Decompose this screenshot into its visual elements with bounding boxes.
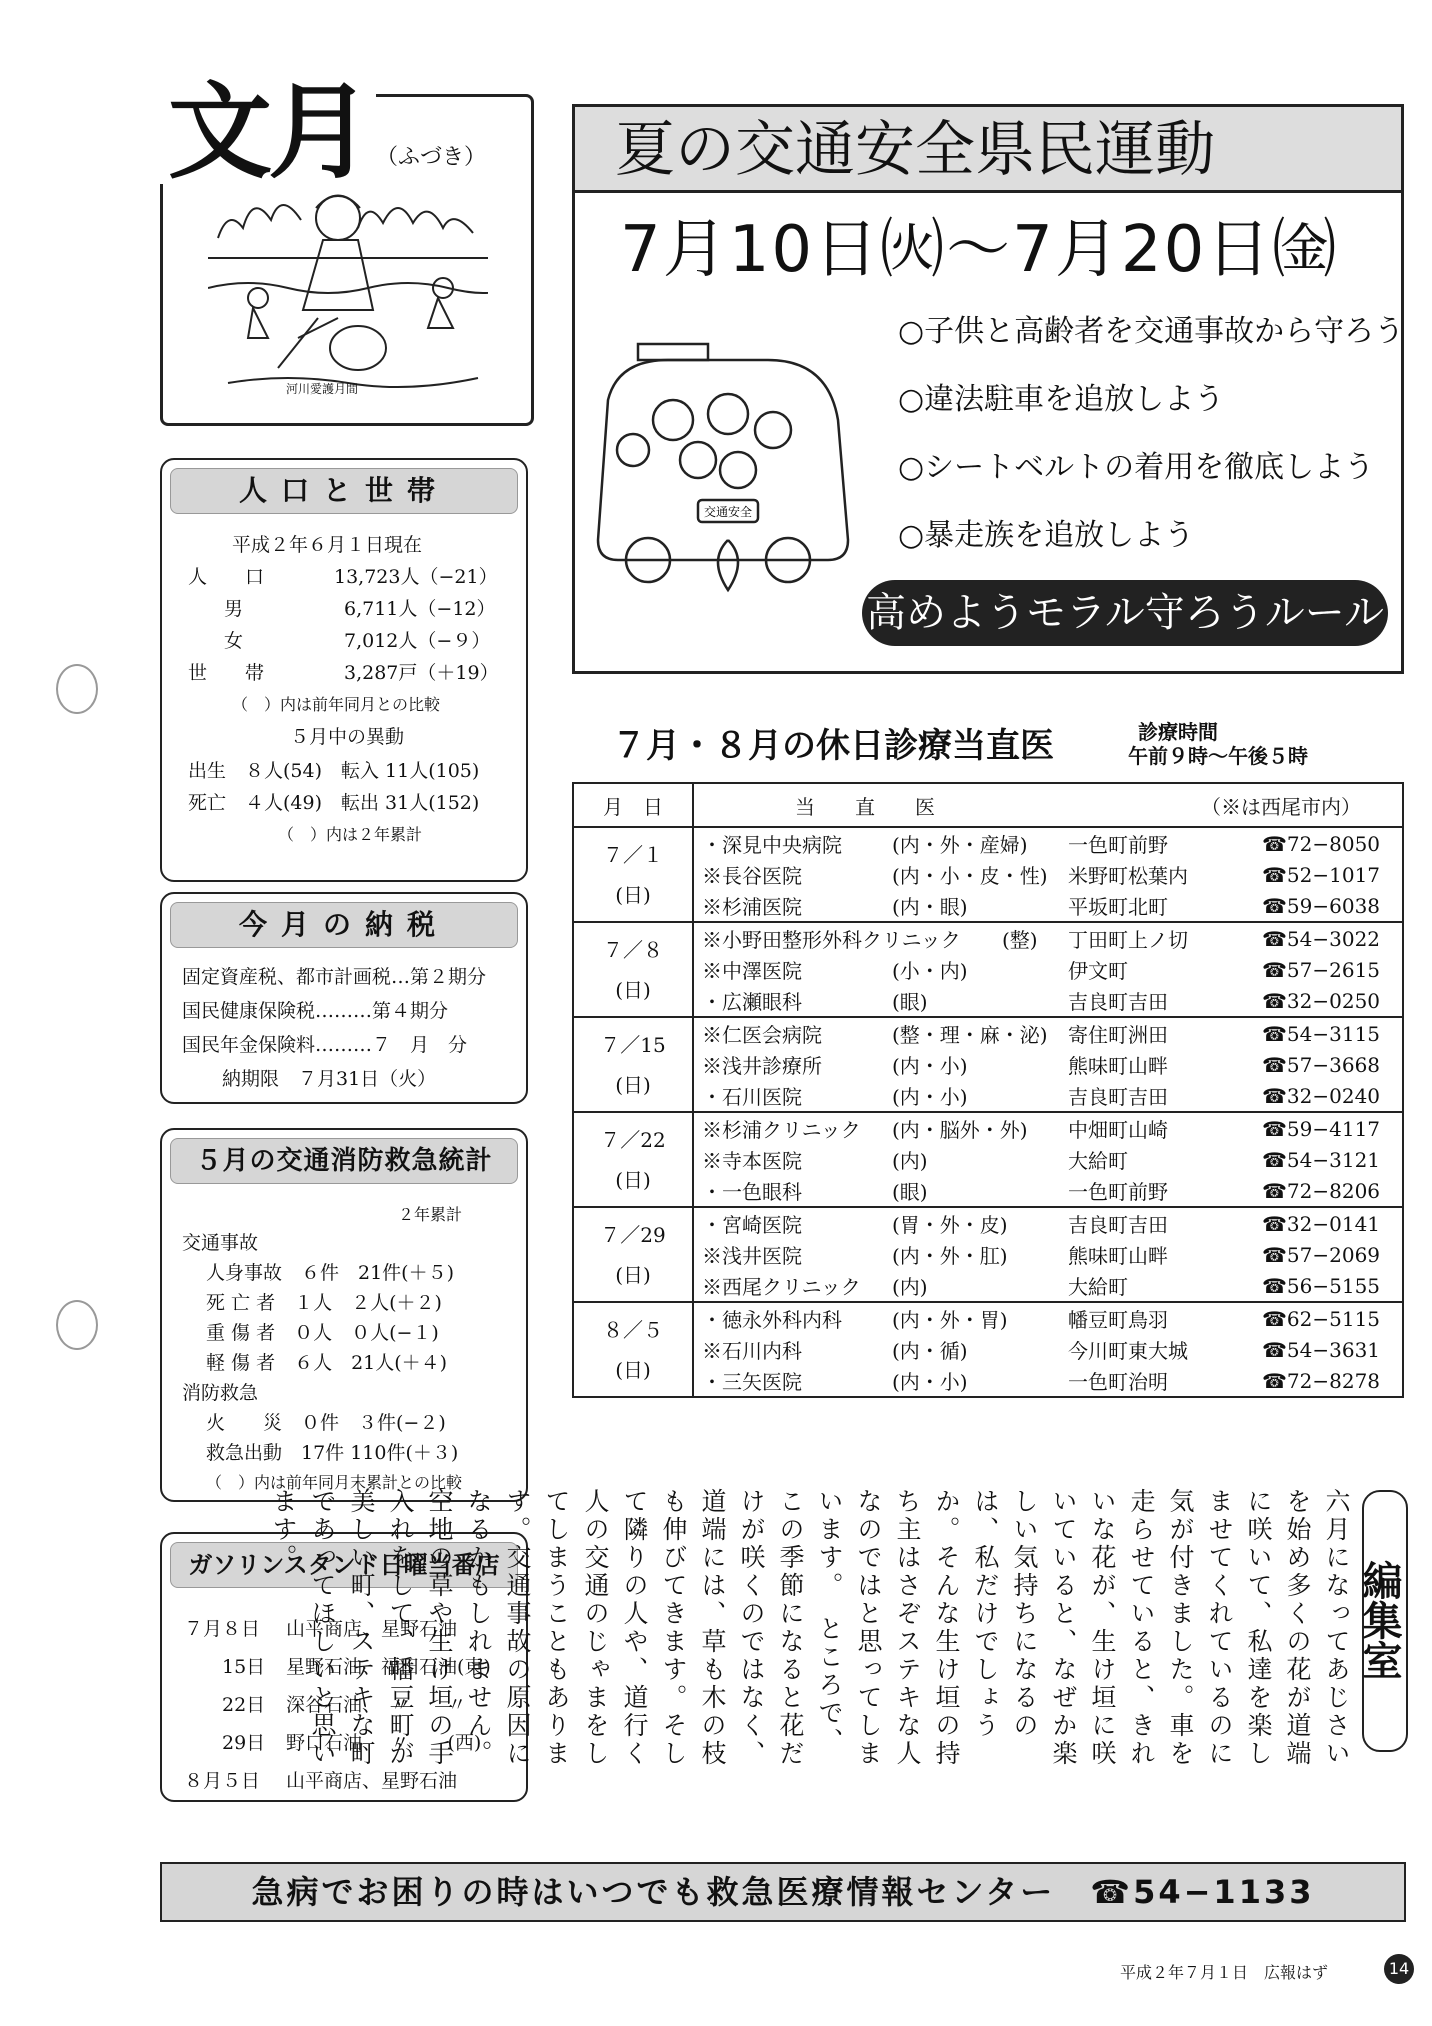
duty-date: ７／15 (日) xyxy=(573,1017,693,1112)
gas-shops: 野口石油、 〃 (西) xyxy=(286,1732,482,1754)
doctor-row: ・一色眼科 (眼) 一色町前野 ☎72−8206 xyxy=(702,1178,1381,1204)
duty-date: ７／22 (日) xyxy=(573,1112,693,1207)
movement-note: （ ）内は２年累計 xyxy=(278,825,423,844)
tax-row: 固定資産税、都市計画税…第２期分 xyxy=(182,966,487,988)
duty-day-row xyxy=(573,1112,1403,1207)
doctor-row: ※寺本医院 (内) 大給町 ☎54−3121 xyxy=(702,1147,1381,1173)
doctor-row: ・石川医院 (内・小) 吉良町吉田 ☎32−0240 xyxy=(702,1083,1381,1109)
duty-date: ７／１ (日) xyxy=(573,827,693,922)
duty-day-row xyxy=(573,1017,1403,1112)
fire-label: 消防救急 xyxy=(182,1382,259,1404)
stats-note: （ ）内は前年同月末累計との比較 xyxy=(206,1473,463,1492)
editor-label: 編集室 xyxy=(1356,1560,1402,1680)
traffic-row: 重 傷 者 ０人 ０人(−１) xyxy=(206,1322,439,1344)
gas-date: 22日 xyxy=(222,1694,266,1716)
doctor-row: ※浅井診療所 (内・小) 熊味町山畔 ☎57−3668 xyxy=(702,1052,1381,1078)
gas-shops: 深谷石油、 〃 〃 xyxy=(286,1694,467,1716)
campaign-item: ○シートベルトの着用を徹底しよう xyxy=(898,450,1375,485)
population-row-value: 6,711人（−12） xyxy=(344,598,496,620)
doctor-row: ※西尾クリニック (内) 大給町 ☎56−5155 xyxy=(702,1273,1381,1299)
doctor-row: ※小野田整形外科クリニック (整) 丁田町上ノ切 ☎54−3022 xyxy=(702,926,1381,952)
stats-col-note: ２年累計 xyxy=(398,1205,463,1224)
doctor-row: ※杉浦クリニック (内・脳外・外) 中畑町山崎 ☎59−4117 xyxy=(702,1116,1381,1142)
movement-row: 死亡 ４人(49) 転出 31人(152) xyxy=(188,792,480,814)
gas-date: 29日 xyxy=(222,1732,266,1754)
traffic-row: 軽 傷 者 ６人 21人(＋４) xyxy=(206,1352,448,1374)
emergency-banner: 急病でお困りの時はいつでも救急医療情報センター ☎54−1133 xyxy=(160,1862,1406,1922)
population-row-value: 7,012人（−９） xyxy=(344,630,491,652)
duty-table-title: ７月・８月の休日診療当直医 xyxy=(612,726,1054,766)
traffic-label: 交通事故 xyxy=(182,1232,259,1254)
gas-header: ガソリンスタンド日曜当番店 xyxy=(170,1542,518,1588)
duty-doctors xyxy=(693,1017,1403,1112)
population-date: 平成２年６月１日現在 xyxy=(232,534,423,556)
gas-shops: 星野石油、福田石油(東) xyxy=(286,1656,491,1678)
duty-date: ８／５ (日) xyxy=(573,1302,693,1397)
campaign-item: ○暴走族を追放しよう xyxy=(898,518,1195,553)
punch-hole-bottom xyxy=(56,1300,98,1350)
doctor-row: ・三矢医院 (内・小) 一色町治明 ☎72−8278 xyxy=(702,1368,1381,1394)
col-doctor-label: 当 直 医 xyxy=(795,794,935,819)
population-row-label: 男 xyxy=(224,598,244,620)
campaign-slogan: 高めようモラル守ろうルール xyxy=(862,580,1388,646)
editor-column-text: 六月になってあじさいを始め多くの花が道端に咲いて、私達を楽しませてくれているのに気が付きました。車を走らせていると、きれいな花が、生け垣に咲いていると、なぜか楽しい気持ちになるのは、私だけでしょうか。そんな生け垣の持ち主はさぞステキな人なのではと思ってしまいます。 ところで、この季節になると花だけが咲くのではなく、道端には、草も木の枝も伸びてきます。そして隣りの人や、道行く人の交通のじゃまをしてしまうこともあります。交通事故の原因になるかもしれません。 空地の草や生け垣の手入れをして、幡豆町が美しい町、ステキな町であってほしいと思います。 xyxy=(269,1488,1351,1784)
population-row-label: 人 口 xyxy=(188,566,265,588)
tax-due: 納期限 ７月31日（火） xyxy=(222,1068,437,1090)
fire-row: 火 災 ０件 ３件(−２) xyxy=(206,1412,446,1434)
movement-row: 出生 ８人(54) 転入 11人(105) xyxy=(188,760,480,782)
population-row-label: 世 帯 xyxy=(188,662,265,684)
duty-hours: 午前９時〜午後５時 xyxy=(1128,744,1308,768)
campaign-item: ○子供と高齢者を交通事故から守ろう xyxy=(898,314,1405,349)
duty-header-row xyxy=(573,783,1403,827)
punch-hole-top xyxy=(56,664,98,714)
doctor-row: ※石川内科 (内・循) 今川町東大城 ☎54−3631 xyxy=(702,1337,1381,1363)
duty-doctors xyxy=(693,922,1403,1017)
duty-doctors xyxy=(693,1112,1403,1207)
doctor-row: ・深見中央病院 (内・外・産婦) 一色町前野 ☎72−8050 xyxy=(702,831,1381,857)
duty-date: ７／８ (日) xyxy=(573,922,693,1017)
gas-date: ７月８日 xyxy=(184,1618,261,1640)
col-date: 月 日 xyxy=(573,783,693,827)
gas-shops: 山平商店、星野石油 xyxy=(286,1770,458,1792)
page-number: 14 xyxy=(1384,1954,1414,1984)
tax-header: 今月の納税 xyxy=(170,902,518,948)
fumizuki-reading: （ふづき） xyxy=(376,145,487,170)
population-row-value: 13,723人（−21） xyxy=(334,566,498,588)
campaign-title: 夏の交通安全県民運動 xyxy=(575,107,1401,193)
fumizuki-title: 文月 xyxy=(160,80,376,184)
duty-day-row xyxy=(573,1302,1403,1397)
duty-doctors xyxy=(693,827,1403,922)
duty-day-row xyxy=(573,827,1403,922)
doctor-row: ※長谷医院 (内・小・皮・性) 米野町松葉内 ☎52−1017 xyxy=(702,862,1381,888)
stats-header: ５月の交通消防救急統計 xyxy=(170,1138,518,1184)
col-note: （※は西尾市内） xyxy=(1201,794,1361,819)
fumizuki-caption: 河川愛護月間 xyxy=(286,382,359,396)
doctor-row: ※杉浦医院 (内・眼) 平坂町北町 ☎59−6038 xyxy=(702,893,1381,919)
col-doctor xyxy=(693,783,1403,827)
traffic-row: 死 亡 者 １人 ２人(＋２) xyxy=(206,1292,442,1314)
population-note: （ ）内は前年同月との比較 xyxy=(232,695,441,714)
traffic-row: 人身事故 ６件 21件(＋５) xyxy=(206,1262,455,1284)
bus-sign: 交通安全 xyxy=(704,505,753,519)
movement-title: ５月中の異動 xyxy=(290,726,405,748)
doctor-row: ・徳永外科内科 (内・外・胃) 幡豆町鳥羽 ☎62−5115 xyxy=(702,1306,1381,1332)
gas-shops: 山平商店、星野石油 xyxy=(286,1618,458,1640)
campaign-item: ○違法駐車を追放しよう xyxy=(898,382,1225,417)
gas-date: ８月５日 xyxy=(184,1770,261,1792)
duty-table xyxy=(572,782,1404,1398)
duty-day-row xyxy=(573,1207,1403,1302)
duty-doctors xyxy=(693,1302,1403,1397)
bus-illustration xyxy=(588,340,858,620)
duty-doctors xyxy=(693,1207,1403,1302)
population-header: 人口と世帯 xyxy=(170,468,518,514)
doctor-row: ※浅井医院 (内・外・肛) 熊味町山畔 ☎57−2069 xyxy=(702,1242,1381,1268)
duty-date: ７／29 (日) xyxy=(573,1207,693,1302)
campaign-dates: 7月10日㈫〜7月20日㈮ xyxy=(620,213,1339,287)
duty-day-row xyxy=(573,922,1403,1017)
gas-date: 15日 xyxy=(222,1656,266,1678)
footer-date: 平成２年７月１日 広報はず xyxy=(1120,1963,1329,1982)
doctor-row: ・広瀬眼科 (眼) 吉良町吉田 ☎32−0250 xyxy=(702,988,1381,1014)
tax-row: 国民年金保険料………７ 月 分 xyxy=(182,1034,468,1056)
fire-row: 救急出動 17件 110件(＋３) xyxy=(206,1442,459,1464)
tax-row: 国民健康保険税………第４期分 xyxy=(182,1000,449,1022)
duty-hours-label: 診療時間 xyxy=(1138,720,1218,744)
doctor-row: ・宮崎医院 (胃・外・皮) 吉良町吉田 ☎32−0141 xyxy=(702,1211,1381,1237)
river-cleanup-illustration xyxy=(208,178,488,400)
doctor-row: ※中澤医院 (小・内) 伊文町 ☎57−2615 xyxy=(702,957,1381,983)
population-row-value: 3,287戸（＋19） xyxy=(344,662,499,684)
population-row-label: 女 xyxy=(224,630,244,652)
doctor-row: ※仁医会病院 (整・理・麻・泌) 寄住町洲田 ☎54−3115 xyxy=(702,1021,1381,1047)
